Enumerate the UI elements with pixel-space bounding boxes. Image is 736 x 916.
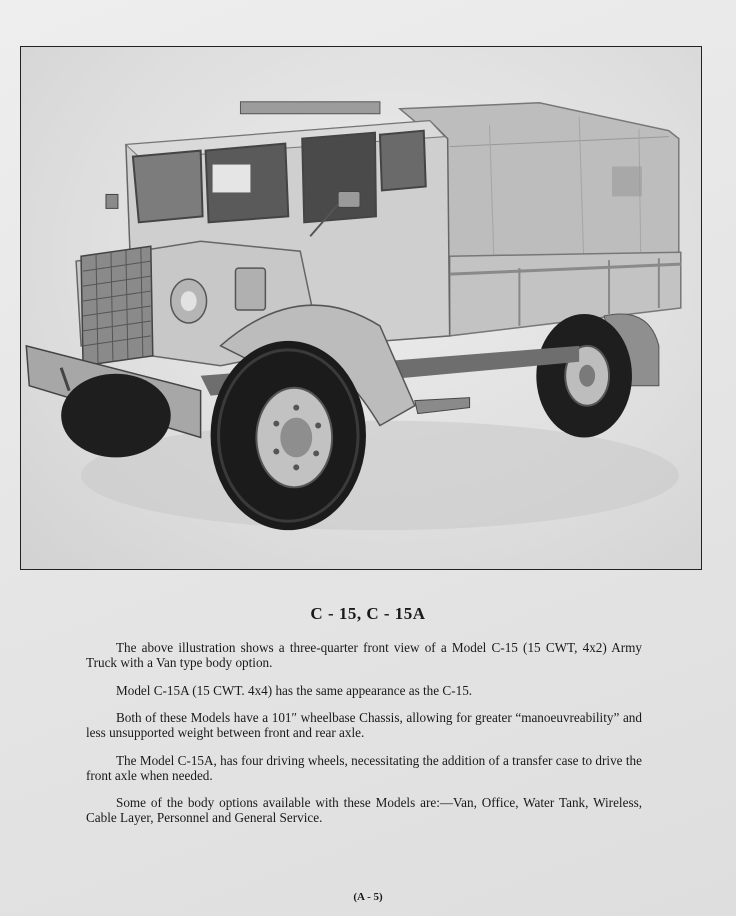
paragraph-4: The Model C-15A, has four driving wheels, necessitating the addition of a transfer case to drive the front axle when needed. [86, 753, 642, 783]
paragraph-1: The above illustration shows a three-quarter front view of a Model C-15 (15 CWT, 4x2) Army Truck with a Van type body option. [86, 640, 642, 670]
paragraph-2: Model C-15A (15 CWT. 4x4) has the same appearance as the C-15. [116, 683, 473, 698]
paragraph-5: Some of the body options available with these Models are:—Van, Office, Water Tank, Wireless, Cable Layer, Personnel and General Service. [86, 795, 642, 825]
truck-illustration [21, 47, 701, 569]
truck-photo [20, 46, 702, 570]
page-title: C - 15, C - 15A [310, 604, 426, 623]
page-number: (A - 5) [353, 891, 383, 903]
paragraph-3: Both of these Models have a 101″ wheelbase Chassis, allowing for greater “manoeuvreability” and less unsupported weight between front and rear axle. [86, 710, 642, 740]
